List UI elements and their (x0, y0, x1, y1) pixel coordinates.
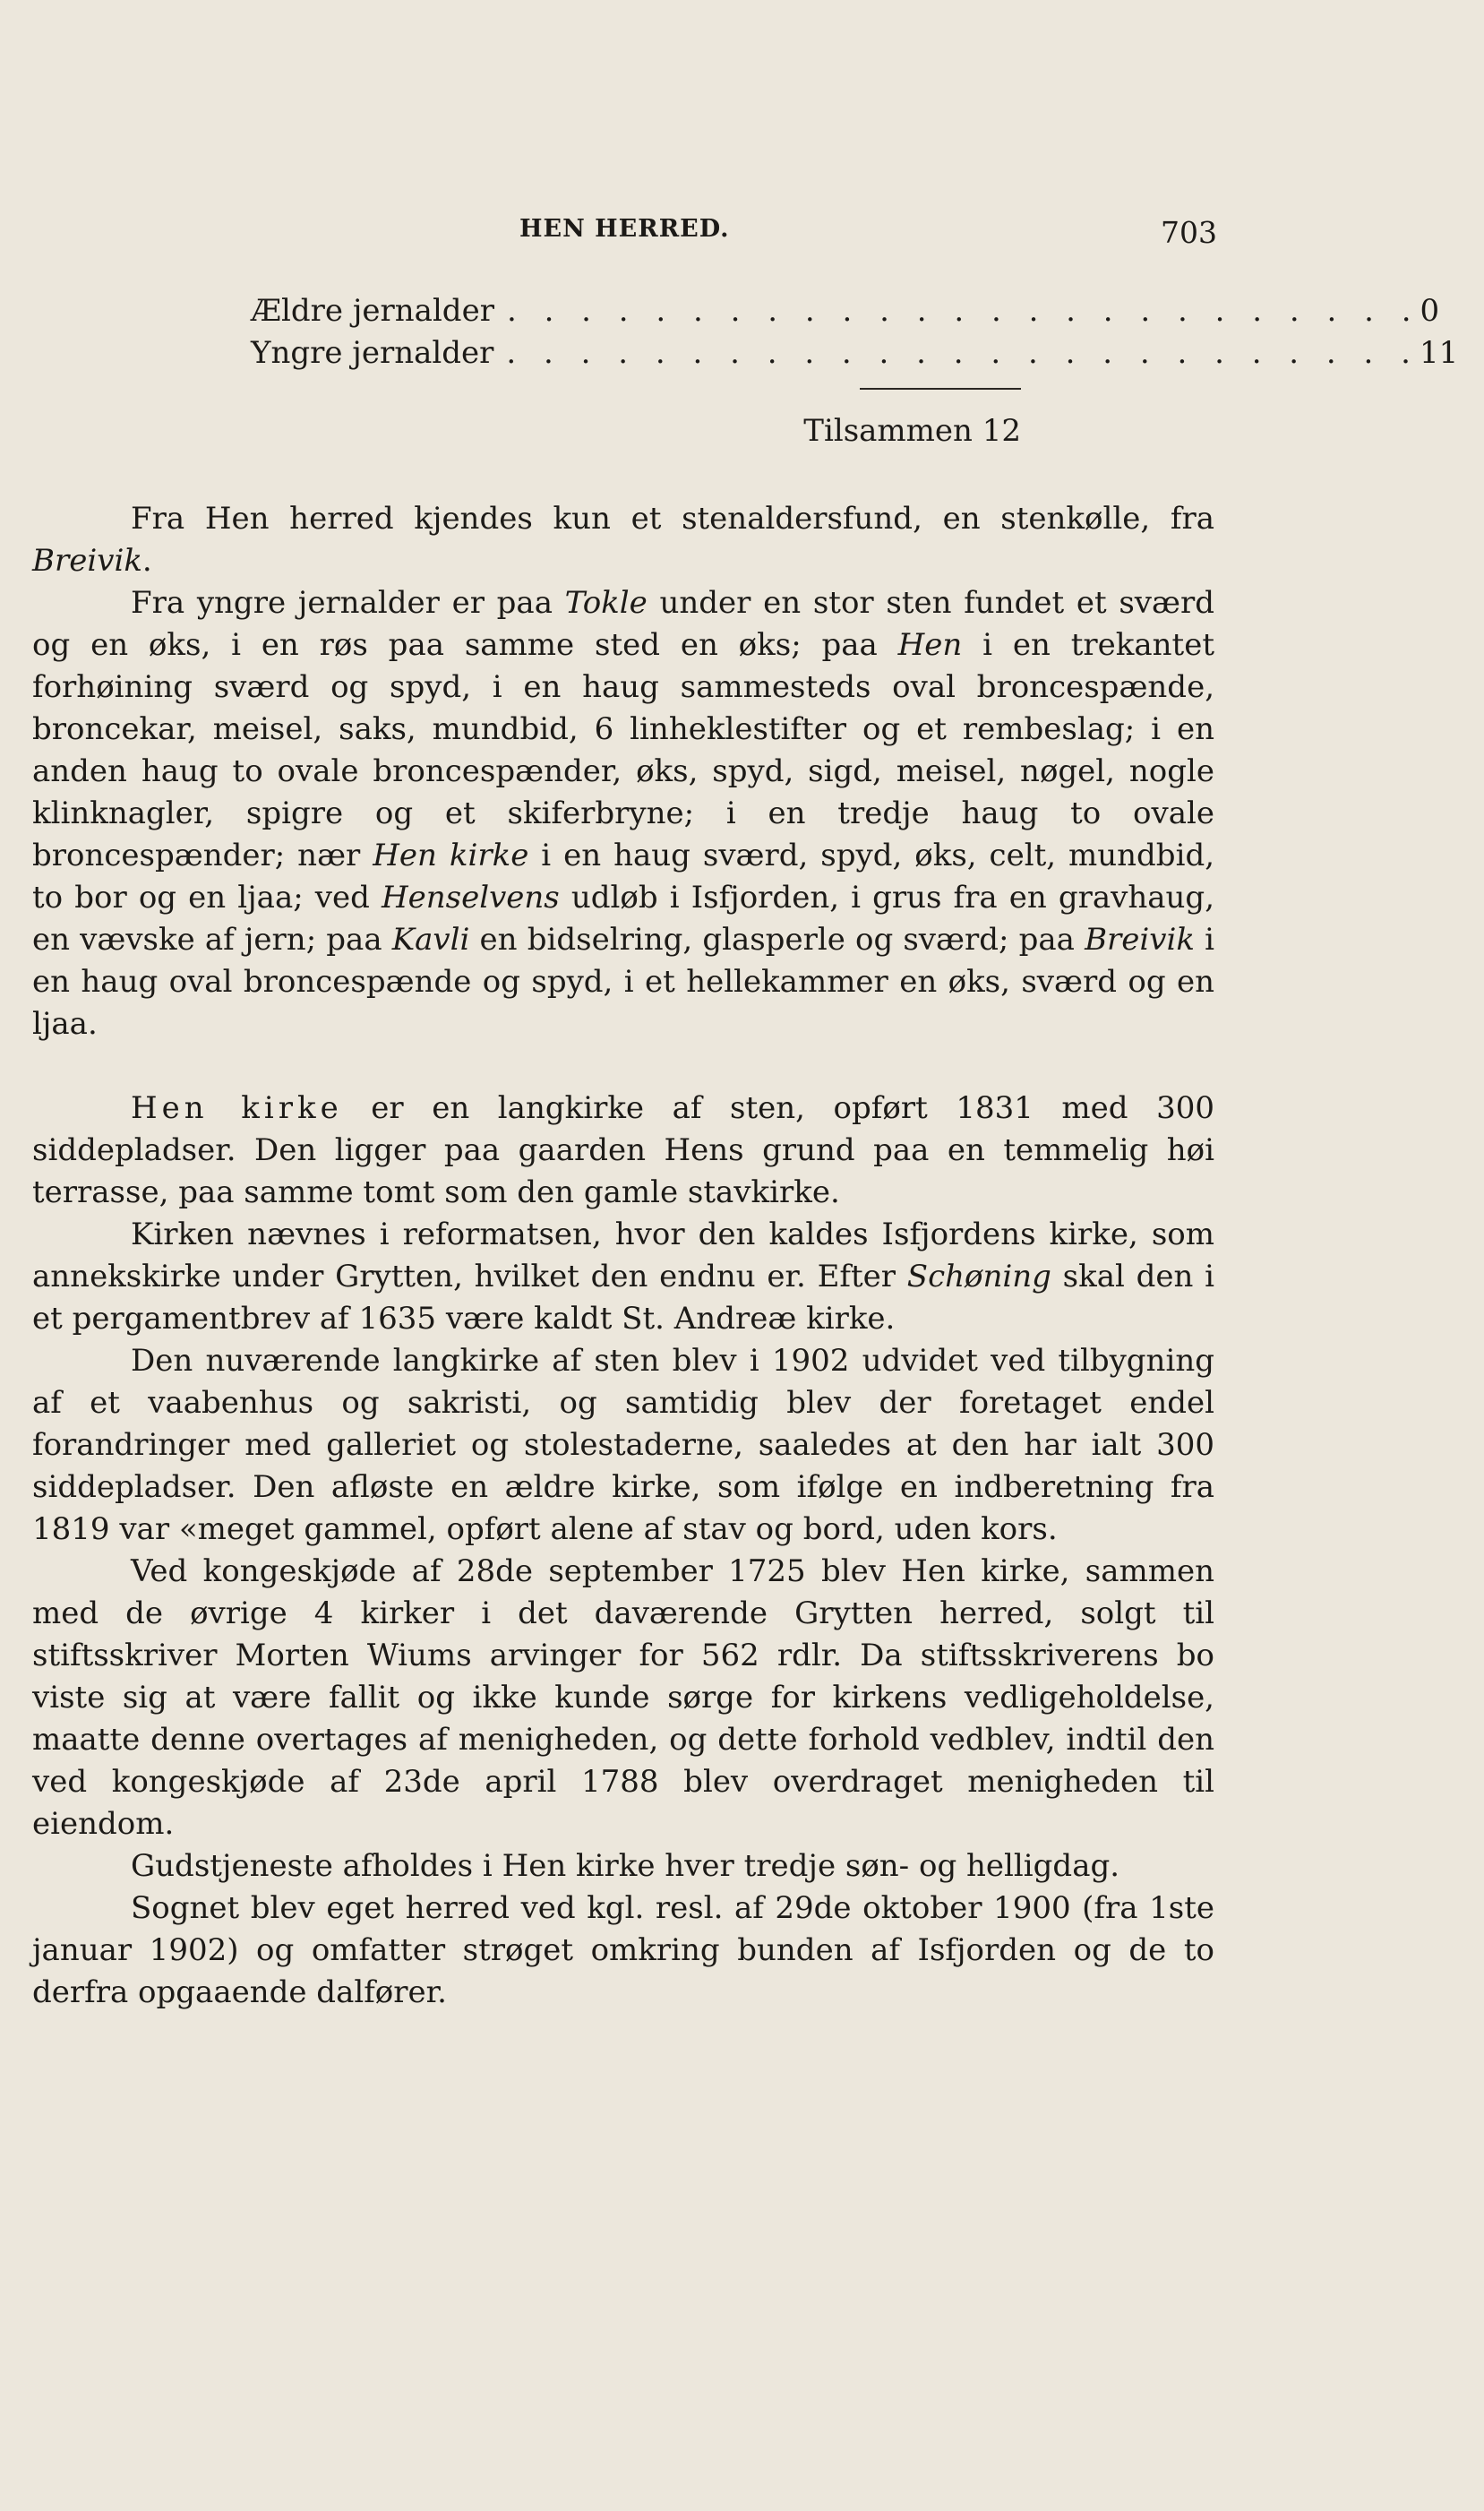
place-name: Tokle (564, 585, 648, 621)
place-name: Hen (897, 627, 963, 663)
tally-row (251, 335, 1459, 377)
paragraph-stone-age (32, 498, 1214, 582)
tally-row (251, 293, 1440, 335)
text-run: i en haug oval broncespænde og spyd, i et hellekammer en øks, sværd og en ljaa. (32, 922, 1215, 1042)
text-run: udløb i Isfjorden, i grus fra en gravhaug, en vævske af jern; paa (32, 880, 1214, 958)
page-number: 703 (1161, 215, 1217, 250)
place-name: Breivik (1085, 922, 1195, 958)
tally-label: Yngre jernalder (251, 335, 494, 371)
tally-value: 11 (1419, 335, 1459, 371)
text-run: Fra Hen herred kjendes kun et stenaldersfund, en stenkølle, fra (131, 501, 1214, 537)
paragraph-church-intro (32, 1088, 1214, 1214)
text-run: skal den i et pergamentbrev af 1635 være kaldt St. Andreæ kirke. (32, 1259, 1214, 1337)
place-name: Breivik (32, 543, 142, 579)
find-tally (251, 293, 1459, 449)
text-run: en bidselring, glasperle og sværd; paa (469, 922, 1085, 958)
paragraph-reformats (32, 1214, 1214, 1340)
author-name: Schøning (906, 1259, 1051, 1294)
text-run: er en langkirke af sten, opført 1831 med 300 siddepladser. Den ligger paa gaarden Hens grund paa en temmelig høi terrasse, paa samme tomt som den gamle stavkirke. (32, 1090, 1215, 1210)
paragraph-iron-age (32, 582, 1214, 1045)
paragraph-current-church: Den nuværende langkirke af sten blev i 1902 udvidet ved tilbygning af et vaabenhus og sakristi, og samtidig blev der foretaget endel forandringer med galleriet og stolestaderne, saaledes at den har ialt 300 siddepladser. Den afløste en ældre kirke, som ifølge en indberetning fra 1819 var «meget gammel, opført alene af stav og bord, uden kors. (32, 1343, 1214, 1547)
text-run: Kirken nævnes i reformatsen, hvor den kaldes Isfjordens kirke, som annekskirke under Grytten, hvilket den endnu er. Efter (32, 1217, 1214, 1294)
leader-dots: . . . . . . . . . . . . . . . . . . . . . . . . . (506, 335, 1420, 371)
tally-value: 0 (1420, 293, 1440, 329)
tally-total: Tilsammen 12 (803, 413, 1021, 449)
text-run: under en stor sten fundet et sværd og en øks, i en røs paa samme sted en øks; paa (32, 585, 1214, 663)
text-run: Fra yngre jernalder er paa (131, 585, 565, 621)
place-name: Hen kirke (373, 838, 529, 873)
text-run: . (142, 543, 152, 579)
paragraph-parish: Sognet blev eget herred ved kgl. resl. af 29de oktober 1900 (fra 1ste januar 1902) og omfatter strøget omkring bunden af Isfjorden og de to derfra opgaaende dalfører. (32, 1890, 1214, 2010)
paragraph-sale: Ved kongeskjøde af 28de september 1725 blev Hen kirke, sammen med de øvrige 4 kirker i det daværende Grytten herred, solgt til stiftsskriver Morten Wiums arvinger for 562 rdlr. Da stiftsskriverens bo viste sig at være fallit og ikke kunde sørge for kirkens vedligeholdelse, maatte denne overtages af menigheden, og dette forhold vedblev, indtil den ved kongeskjøde af 23de april 1788 blev overdraget menigheden til eiendom. (32, 1553, 1214, 1842)
sum-rule (860, 388, 1021, 390)
paragraph-services: Gudstjeneste afholdes i Hen kirke hver tredje søn- og helligdag. (131, 1848, 1120, 1884)
place-name: Henselvens (381, 880, 560, 916)
section-heading: Hen kirke (131, 1090, 343, 1126)
place-name: Kavli (391, 922, 470, 958)
body-text (32, 498, 1214, 2014)
text-run: i en trekantet forhøining sværd og spyd, i en haug sammesteds oval broncespænde, broncekar, meisel, saks, mundbid, 6 linheklestifter og et rembeslag; i en anden haug to ovale broncespænder, øks, spyd, sigd, meisel, nøgel, nogle klinknagler, spigre og et skiferbryne; i en tredje haug to ovale broncespænder; nær (32, 627, 1214, 873)
text-run: i en haug sværd, spyd, øks, celt, mundbid, to bor og en ljaa; ved (32, 838, 1215, 916)
tally-label: Ældre jernalder (251, 293, 494, 329)
running-header: HEN HERRED. (519, 215, 730, 243)
leader-dots: . . . . . . . . . . . . . . . . . . . . . . . . . (506, 293, 1420, 329)
